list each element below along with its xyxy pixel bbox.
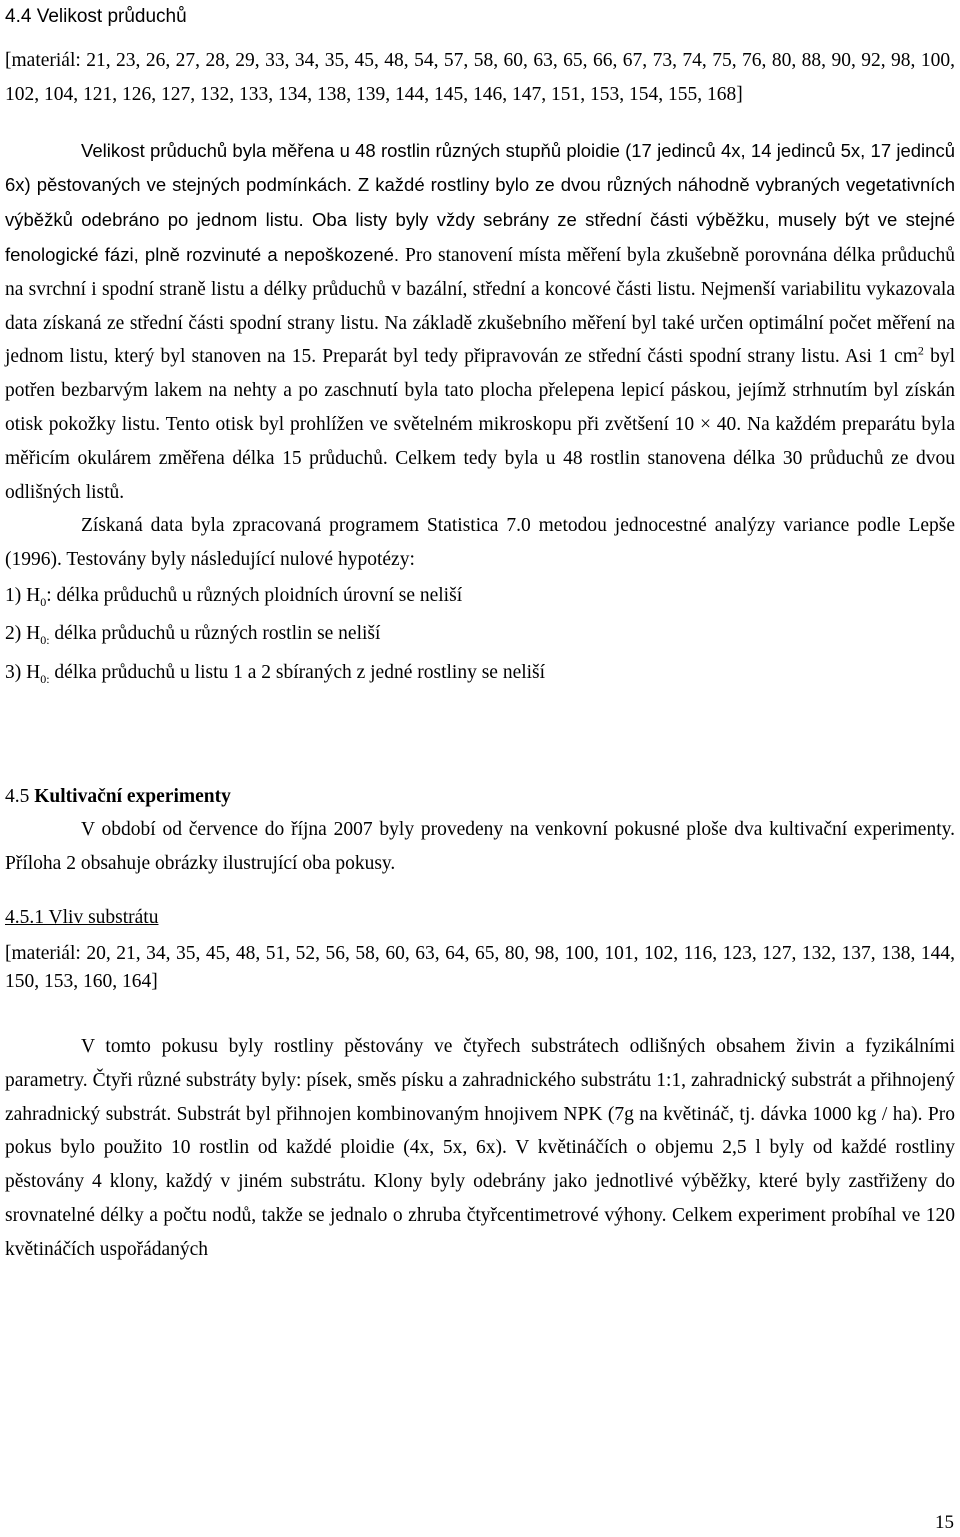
material-list-4-5-1: [materiál: 20, 21, 34, 35, 45, 48, 51, 52, 56, 58, 60, 63, 64, 65, 80, 98, 100, 101, 102, 116, 123, 127, 132, 137, 138, 144, 150, 153, 160, 164] [5,943,955,993]
statistics-paragraph: Získaná data byla zpracovaná programem Statistica 7.0 metodou jednocestné analýzy variance podle Lepše (1996). Testovány byly následující nulové hypotézy: [5,515,955,571]
section-heading-4-4: 4.4 Velikost průduchů [5,6,187,27]
hypothesis-2: 2) $H_{0:}$ délka průduchů u různých rostlin se neliší [5,623,381,648]
methods-text-a: Pro stanovení místa měření byla zkušebně porovnána délka průduchů na svrchní i spodní straně listu a délky průduchů v bazální, střední a koncové části listu. Nejmenší variabilitu vykazovala data získaná ze střední části spodní strany listu. Na základě zkušebního měření byl také určen optimální počet měření na jednom listu, který byl stanoven na 15. Preparát byl tedy připravován ze střední části spodní strany listu. Asi 1 cm [5,244,955,368]
hypotheses-list [5,577,955,693]
times-sign: × [700,413,711,435]
hypothesis-1: 1) $H_0$: délka průduchů u různých ploidních úrovní se neliší [5,584,463,609]
page-number: 15 [935,1512,954,1533]
section-heading-4-5-1: 4.5.1 Vliv substrátu [5,907,159,929]
experiments-paragraph: V období od července do října 2007 byly provedeny na venkovní pokusné ploše dva kultivační experimenty. Příloha 2 obsahuje obrázky ilustrující oba pokusy. [5,819,955,875]
methods-text-sans: Velikost průduchů byla měřena u 48 rostlin různých stupňů ploidie (17 jedinců 4x, 14 jedinců 5x, 17 jedinců 6x) pěstovaných ve stejných podmínkách. Z každé rostliny bylo ze dvou různých náhodně vybraných vegetativních výběžků odebráno po jednom listu. Oba listy byly vždy sebrány ze střední části výběžku, musely být ve stejné fenologické fázi, plně rozvinuté a nepoškozené. [5,139,955,265]
hypothesis-3: 3) $H_{0:}$ délka průduchů u listu 1 a 2 sbíraných z jedné rostliny se neliší [5,661,546,686]
material-list: [materiál: 21, 23, 26, 27, 28, 29, 33, 34, 35, 45, 48, 54, 57, 58, 60, 63, 65, 66, 67, 73, 74, 75, 76, 80, 88, 90, 92, 98, 100, 102, 104, 121, 126, 127, 132, 133, 134, 138, 139, 144, 145, 146, 147, 151, 153, 154, 155, 168] [5,50,955,105]
section-title-4-5: Kultivační experimenty [34,786,231,808]
superscript-2: 2 [917,343,924,358]
methods-text-b: byl potřen bezbarvým lakem na nehty a po zaschnutí byla tato plocha přelepena lepicí páskou, jejímž strhnutím byl získán otisk pokožky listu. Tento otisk byl prohlížen ve světelném mikroskopu při zvětšení 10 [5,346,956,435]
methods-text-c: 40. Na každém preparátu byla měřicím okulárem změřena délka 15 průduchů. Celkem tedy byla u 48 rostlin stanovena délka 30 průduchů ze dvou odlišných listů. [5,413,955,503]
section-heading-4-5 [5,780,955,813]
document-page [5,0,955,1267]
substrate-paragraph: V tomto pokusu byly rostliny pěstovány ve čtyřech substrátech odlišných obsahem živin a fyzikálními parametry. Čtyři různé substráty byly: písek, směs písku a zahradnického substrátu 1:1, zahradnický substrát a přihnojený zahradnický substrát. Substrát byl přihnojen kombinovaným hnojivem NPK (7g na květináč, tj. dávka 1000 kg / ha). Pro pokus bylo použito 10 rostlin od každé ploidie (4x, 5x, 6x). V květináčích o objemu 2,5 l byly od každé rostliny pěstovány 4 klony, každý v jiném substrátu. Klony byly odebrány jako jednotlivé výběžky, které byly zastřiženy do srovnatelné délky a počtu nodů, takže se jednalo o zhruba čtyřcentimetrové výhony. Celkem experiment probíhal ve 120 květináčích uspořádaných [5,1036,955,1260]
methods-paragraph [5,134,955,510]
section-number-4-5: 4.5 [5,786,35,808]
